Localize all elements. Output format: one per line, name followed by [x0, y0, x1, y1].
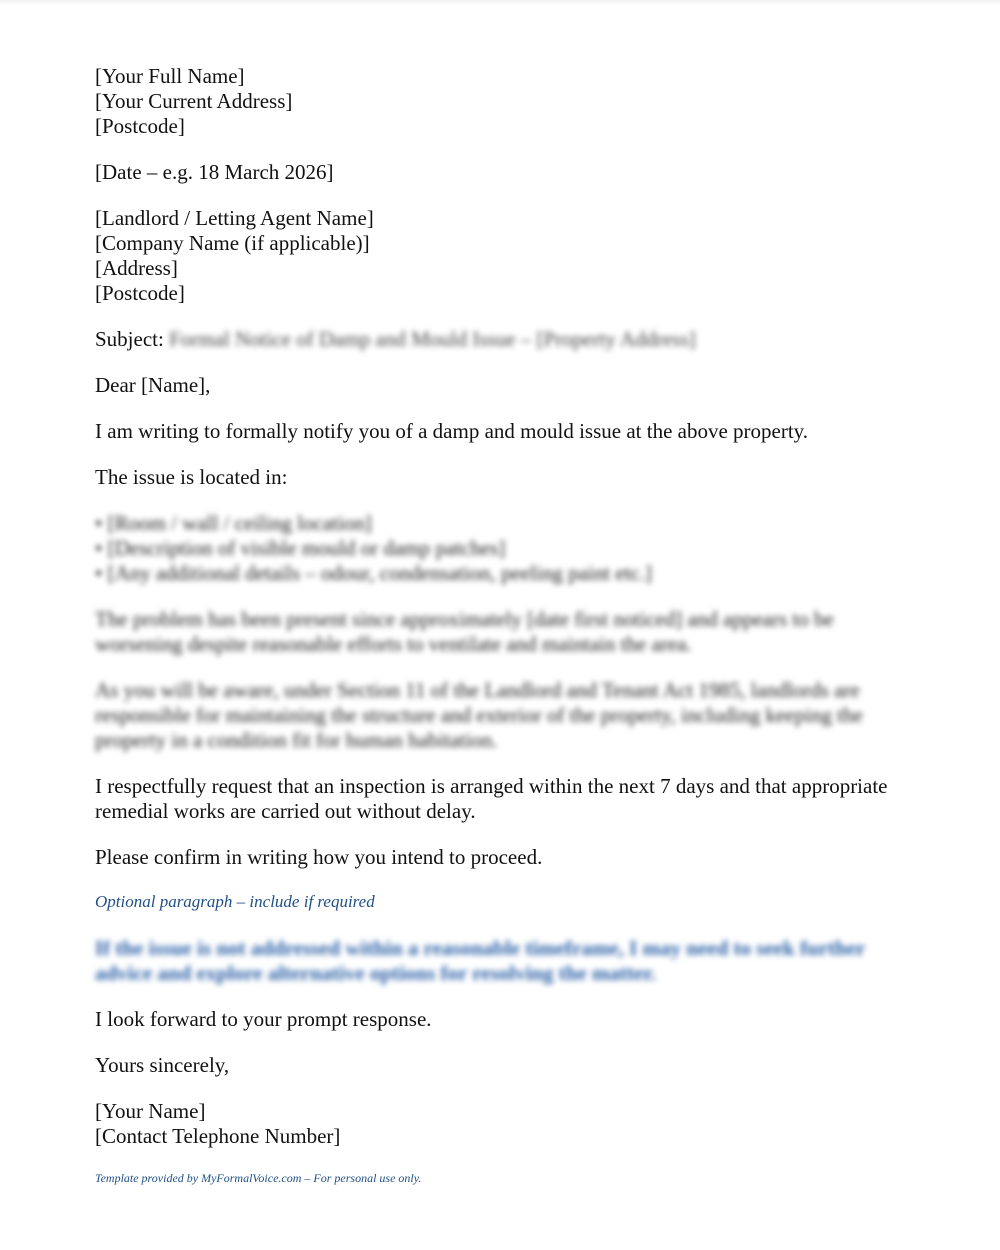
date-block: [95, 160, 905, 185]
intro-paragraph: I am writing to formally notify you of a damp and mould issue at the above property.: [95, 419, 809, 443]
sender-postcode: [Postcode]: [95, 114, 185, 138]
recipient-company: [Company Name (if applicable)]: [95, 231, 370, 255]
sender-block: [95, 64, 905, 139]
location-list-blurred: [95, 511, 905, 586]
recipient-address: [Address]: [95, 256, 178, 280]
recipient-name: [Landlord / Letting Agent Name]: [95, 206, 374, 230]
optional-paragraph-label: Optional paragraph – include if required: [95, 892, 375, 911]
list-item: • [Room / wall / ceiling location]: [95, 511, 372, 535]
confirm-paragraph: Please confirm in writing how you intend to proceed.: [95, 845, 543, 869]
signoff: Yours sincerely,: [95, 1053, 230, 1077]
location-intro: The issue is located in:: [95, 465, 288, 489]
closing-line: I look forward to your prompt response.: [95, 1007, 432, 1031]
list-item: • [Description of visible mould or damp patches]: [95, 536, 506, 560]
page-top-shadow: [0, 0, 1000, 6]
sender-name: [Your Full Name]: [95, 64, 245, 88]
subject-line: [95, 327, 905, 352]
signature-name: [Your Name]: [95, 1099, 206, 1123]
signature-phone: [Contact Telephone Number]: [95, 1124, 341, 1148]
salutation: Dear [Name],: [95, 373, 211, 397]
problem-paragraph-blurred: The problem has been present since approximately [date first noticed] and appears to be worsening despite reasonable efforts to ventilate and maintain the area.: [95, 607, 834, 656]
recipient-postcode: [Postcode]: [95, 281, 185, 305]
list-item: • [Any additional details – odour, condensation, peeling paint etc.]: [95, 561, 653, 585]
letter-date: [Date – e.g. 18 March 2026]: [95, 160, 334, 184]
subject-text-blurred: Formal Notice of Damp and Mould Issue – [Property Address]: [169, 327, 696, 351]
sender-address: [Your Current Address]: [95, 89, 293, 113]
template-footer: Template provided by MyFormalVoice.com – For personal use only.: [95, 1171, 422, 1185]
legal-paragraph-blurred: As you will be aware, under Section 11 of the Landlord and Tenant Act 1985, landlords are responsible for maintaining the structure and exterior of the property, including keeping the property in a condition fit for human habitation.: [95, 678, 863, 752]
recipient-block: [95, 206, 905, 306]
request-paragraph: I respectfully request that an inspection is arranged within the next 7 days and that appropriate remedial works are carried out without delay.: [95, 774, 888, 823]
optional-paragraph-blurred: If the issue is not addressed within a reasonable timeframe, I may need to seek further advice and explore alternative options for resolving the matter.: [95, 936, 865, 985]
subject-label: Subject:: [95, 327, 164, 351]
signature-block: [95, 1099, 905, 1149]
